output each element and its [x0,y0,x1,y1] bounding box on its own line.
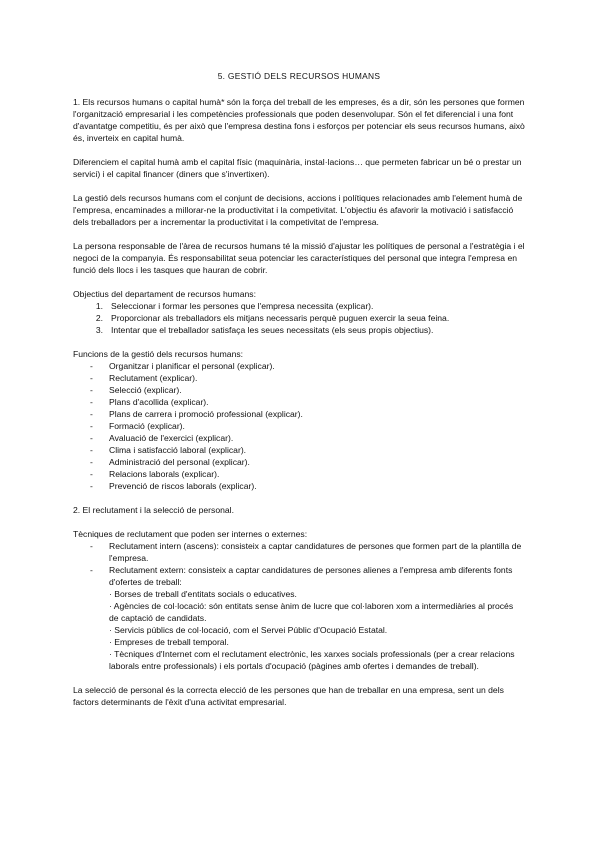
paragraph-hr-management: La gestió dels recursos humans com el conjunt de decisions, accions i polítiques relacionades amb l'element humà de l'empresa, encaminades a millorar-ne la productivitat i la competivitat. L'objectiu és afavorir la motivació i satisfacció dels treballadors per a incrementar la productivitat i la competivitat de l'empresa. [73,193,523,227]
document-page [73,70,525,720]
document-title: 5. GESTIÓ DELS RECURSOS HUMANS [217,71,381,81]
list-item: - Clima i satisfacció laboral (explicar). [90,445,247,455]
list-item: - Avaluació de l'exercici (explicar). [90,433,234,443]
list-item: - Reclutament extern: consisteix a captar candidatures de persones alienes a l'empresa amb diferents fonts d'ofertes de treball: · Borses de treball d'entitats socials o educatives. · Agències de col·locació: són entitats sense ànim de lucre que col·laboren xom a intermediàries al procés de captació de candidats. · Servicis públics de col·locació, com el Servei Públic d'Ocupació Estatal. · Empreses de treball temporal. · Tècniques d'Internet com el reclutament electrònic, les xarxes socials professionals (per a crear relacions laborals entre professionals) i els portals d'ocupació (pàgines amb ofertes i demandes de treball). [73,564,525,672]
section-2-heading: 2. El reclutament i la selecció de personal. [73,505,234,515]
list-item: - Reclutament intern (ascens): consisteix a captar candidatures de persones que formen part de la plantilla de l'empresa. [90,541,522,563]
objectives-label: Objectius del departament de recursos humans: [73,289,256,299]
list-item: - Reclutament (explicar). [90,373,198,383]
techniques-list [73,540,525,672]
list-item: - Formació (explicar). [90,421,185,431]
list-item: - Prevenció de riscos laborals (explicar). [90,481,257,491]
list-item: 1. Seleccionar i formar les persones que l'empresa necessita (explicar). [95,301,374,311]
list-item: 2. Proporcionar als treballadors els mitjans necessaris perquè puguen exercir la seua feina. [95,313,450,323]
list-item: - Administració del personal (explicar). [90,457,250,467]
functions-label: Funcions de la gestió dels recursos humans: [73,349,244,359]
source-item: · Agències de col·locació: són entitats sense ànim de lucre que col·laboren xom a intermediàries al procés de captació de candidats. [109,601,514,623]
source-item: · Borses de treball d'entitats socials o educatives. [109,589,297,599]
list-item: - Plans d'acollida (explicar). [90,397,209,407]
list-item: - Relacions laborals (explicar). [90,469,220,479]
source-item: · Tècniques d'Internet com el reclutament electrònic, les xarxes socials professionals (per a crear relacions laborals entre professionals) i els portals d'ocupació (pàgines amb ofertes i demandes de treball). [109,649,515,671]
list-item: - Selecció (explicar). [90,385,182,395]
source-item: · Empreses de treball temporal. [109,637,229,647]
objectives-list [73,300,525,336]
source-item: · Servicis públics de col·locació, com el Servei Públic d'Ocupació Estatal. [109,625,388,635]
paragraph-human-resources-definition: 1. Els recursos humans o capital humà* són la força del treball de les empreses, és a dir, són les persones que formen l'organització empresarial i les competències professionals que poden desenvolupar. Són el fet diferencial i una font d'avantatge competitiu, és per això que l'empresa destina fons i esforços per potenciar els seus recursos humans, això és, inverteix en capital humà. [73,97,525,143]
list-item: - Organitzar i planificar el personal (explicar). [90,361,275,371]
list-item: 3. Intentar que el treballador satisfaça les seues necessitats (els seus propis objectius). [95,325,434,335]
techniques-label: Tècniques de reclutament que poden ser internes o externes: [73,529,308,539]
external-recruitment: Reclutament extern: consisteix a captar candidatures de persones alienes a l'empresa amb diferents fonts d'ofertes de treball: [109,565,513,587]
paragraph-hr-responsible: La persona responsable de l'àrea de recursos humans té la missió d'ajustar les polítiques de personal a l'estratègia i el negoci de la companyia. És responsabilitat seua potenciar les característiques del personal que integra l'empresa en funció dels llocs i les tasques que hauran de cobrir. [73,241,525,275]
list-item: - Plans de carrera i promoció professional (explicar). [90,409,303,419]
functions-list [73,360,525,492]
paragraph-capital-types: Diferenciem el capital humà amb el capital físic (maquinària, instal·lacions… que permeten fabricar un bé o prestar un servici) i el capital financer (diners que s'invertixen). [73,157,522,179]
paragraph-selection: La selecció de personal és la correcta elecció de les persones que han de treballar en una empresa, sent un dels factors determinants de l'èxit d'una activitat empresarial. [73,685,504,707]
